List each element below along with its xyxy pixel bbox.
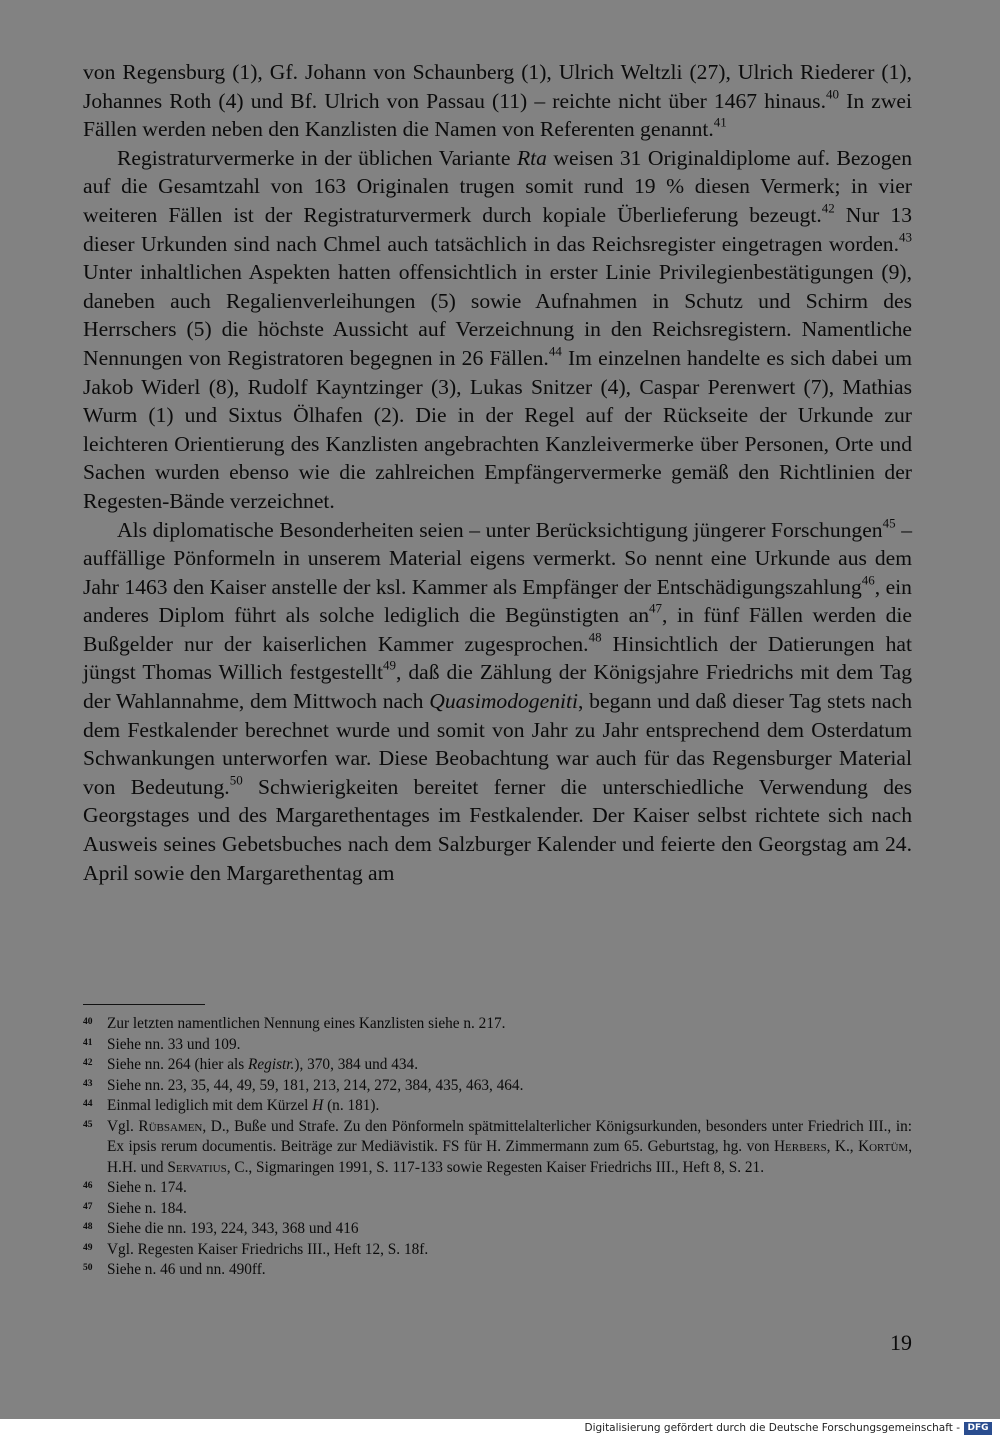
footnote-number: 45 xyxy=(83,1119,93,1130)
footnote xyxy=(83,1199,912,1220)
text-run: Zur letzten namentlichen Nennung eines Kanzlisten siehe n. 217. xyxy=(107,1015,506,1032)
text-run: , daß die Zählung der Königsjahre Friedrichs mit dem Tag der Wahlannahme, dem Mittwoch nach xyxy=(83,660,913,714)
footnote xyxy=(83,1055,912,1076)
footnote xyxy=(83,1035,912,1056)
footnote xyxy=(83,1096,912,1117)
text-run: Einmal lediglich mit dem Kürzel xyxy=(107,1097,313,1114)
text-run: Schwierigkeiten bereitet ferner die unterschiedliche Verwendung des Georgstages und des Margarethentages im Festkalender. Der Kaiser selbst richtete sich nach Ausweis seines Gebetsbuches nach dem Salzburger Kalender und feierte den Georgstag am 24. April sowie den Margarethentag am xyxy=(83,774,913,885)
footnote-number: 49 xyxy=(83,1242,93,1253)
footnote-ref: 48 xyxy=(588,629,602,645)
italic-text: Quasimodogeniti xyxy=(429,689,578,714)
footnotes xyxy=(83,1014,912,1281)
author-name: Servatius xyxy=(167,1158,227,1176)
text-run: (n. 181). xyxy=(323,1097,380,1114)
footnote-ref: 47 xyxy=(649,600,662,616)
text-run: Siehe nn. 264 (hier als xyxy=(107,1056,249,1073)
footnote xyxy=(83,1178,912,1199)
page-number: 19 xyxy=(890,1330,912,1355)
text-run: – auffällige Pönformeln in unserem Material eigens vermerkt. So nennt eine Urkunde aus dem Jahr 1463 den Kaiser anstelle der ksl. Kammer als Empfänger der Entschädigungszahlung xyxy=(83,517,912,599)
paragraph xyxy=(83,58,912,144)
author-name: Herbers xyxy=(773,1138,827,1155)
text-run: Siehe nn. 23, 35, 44, 49, 59, 181, 213, 214, 272, 384, 435, 463, 464. xyxy=(107,1076,524,1094)
footnote-number: 50 xyxy=(83,1263,93,1273)
paragraph xyxy=(83,516,912,888)
footnote-number: 41 xyxy=(83,1037,93,1048)
footnote-number: 46 xyxy=(83,1181,93,1191)
footnote-ref: 40 xyxy=(826,85,839,101)
footnote xyxy=(83,1240,912,1261)
text-run: , D., Buße und Strafe. Zu den Pönformeln spätmittelalterlicher Königsurkunden, besonders unter Friedrich III., in: Ex ipsis rerum documentis. Beiträge zur Mediävistik. FS für H. Zimmermann zum 65. Geburtstag, hg. von xyxy=(107,1117,912,1155)
author-name: Rübsamen xyxy=(138,1117,203,1135)
footnote-ref: 42 xyxy=(821,200,835,216)
dfg-credit: Digitalisierung gefördert durch die Deutsche Forschungsgemeinschaft - xyxy=(584,1422,960,1434)
text-run: Unter inhaltlichen Aspekten hatten offensichtlich in erster Linie Privilegienbestätigungen (9), daneben auch Regalienverleihungen (5) sowie Aufnahmen in Schutz und Schirm des Herrschers (5) die höchste Aussicht auf Verzeichnung in den Reichsregistern. Namentliche Nennungen von Registratoren begegnen in 26 Fällen. xyxy=(83,260,912,370)
text-run: Registraturvermerke in der üblichen Variante xyxy=(117,145,517,170)
footnote-number: 40 xyxy=(83,1017,93,1027)
footnote-separator xyxy=(83,1004,205,1005)
text-run: Im einzelnen handelte es sich dabei um Jakob Widerl (8), Rudolf Kayntzinger (3), Lukas Snitzer (4), Caspar Perenwert (7), Mathias Wurm (1) und Sixtus Ölhafen (2). Die in der Regel auf der Rückseite der Urkunde zur leichteren Orientierung des Kanzlisten angebrachten Kanzleivermerke über Personen, Orte und Sachen wurden ebenso wie die zahlreichen Empfängervermerke gemäß den Richtlinien der Regesten-Bände verzeichnet. xyxy=(83,345,913,513)
footnote xyxy=(83,1076,912,1097)
footnote-number: 43 xyxy=(83,1078,93,1089)
text-run: , in fünf Fällen werden die Bußgelder nur der kaiserlichen Kammer zugesprochen. xyxy=(83,603,912,656)
text-run: Siehe n. 46 und nn. 490ff. xyxy=(107,1261,266,1278)
text-run: Als diplomatische Besonderheiten seien – unter Berücksichtigung jüngerer Forschungen xyxy=(117,517,883,542)
italic-text: H xyxy=(312,1097,324,1114)
author-name: Kortüm xyxy=(858,1138,909,1155)
text-run: Siehe n. 174. xyxy=(107,1179,187,1196)
footnote-number: 48 xyxy=(83,1222,93,1232)
footnote-ref: 45 xyxy=(882,514,896,530)
text-run: Vgl. xyxy=(107,1117,139,1135)
text-run: von Regensburg (1), Gf. Johann von Schaunberg (1), Ulrich Weltzli (27), Ulrich Riederer (1), Johannes Roth (4) und Bf. Ulrich von Passau (11) – reichte nicht über 1467 hinaus. xyxy=(83,60,912,113)
footnote-number: 47 xyxy=(83,1201,93,1212)
text-run: Hinsichtlich der Datierungen hat jüngst Thomas Willich festgestellt xyxy=(83,631,913,685)
footnote-ref: 44 xyxy=(548,343,562,359)
footnote xyxy=(83,1260,912,1281)
italic-text: Rta xyxy=(516,145,547,170)
italic-text: Registr. xyxy=(248,1056,295,1073)
footnote-ref: 41 xyxy=(713,114,727,130)
footnote-ref: 43 xyxy=(899,228,912,244)
text-run: Nur 13 dieser Urkunden sind nach Chmel auch tatsächlich in das Reichsregister eingetragen worden. xyxy=(83,202,912,256)
footnote-ref: 50 xyxy=(229,772,243,788)
paragraph xyxy=(83,144,912,516)
footnote-ref: 46 xyxy=(861,571,875,587)
footnote xyxy=(83,1117,912,1179)
footnote xyxy=(83,1014,912,1035)
text-run: Siehe die nn. 193, 224, 343, 368 und 416 xyxy=(107,1220,359,1237)
footnote-ref: 49 xyxy=(382,657,396,673)
text-run: weisen 31 Originaldiplome auf. Bezogen auf die Gesamtzahl von 163 Originalen trugen somit rund 19 % diesen Vermerk; in vier weiteren Fällen ist der Registraturvermerk durch kopiale Überlieferung bezeugt. xyxy=(83,145,912,227)
body-text xyxy=(83,58,912,887)
footnote-number: 42 xyxy=(83,1058,93,1068)
text-run: , K., xyxy=(826,1138,859,1155)
text-run: , ein anderes Diplom führt als solche lediglich die Begünstigten an xyxy=(83,574,912,628)
footnote-number: 44 xyxy=(83,1099,93,1109)
text-run: In zwei Fällen werden neben den Kanzlisten die Namen von Referenten genannt. xyxy=(83,88,912,142)
digitization-footer xyxy=(0,1419,1000,1439)
text-run: Vgl. Regesten Kaiser Friedrichs III., Heft 12, S. 18f. xyxy=(107,1240,429,1258)
footnote xyxy=(83,1219,912,1240)
text-run: , H.H. und xyxy=(107,1138,913,1176)
text-run: Siehe n. 184. xyxy=(107,1199,187,1217)
text-run: ), 370, 384 und 434. xyxy=(294,1056,419,1073)
text-run: , begann und daß dieser Tag stets nach dem Festkalender berechnet wurde und somit von Jahr zu Jahr entsprechend dem Osterdatum Schwankungen unterworfen war. Diese Beobachtung war auch für das Regensburger Material von Bedeutung. xyxy=(83,689,912,799)
text-run: Siehe nn. 33 und 109. xyxy=(107,1035,241,1053)
text-run: , C., Sigmaringen 1991, S. 117-133 sowie Regesten Kaiser Friedrichs III., Heft 8, S. 21. xyxy=(226,1158,765,1176)
dfg-logo: DFG xyxy=(964,1422,992,1435)
